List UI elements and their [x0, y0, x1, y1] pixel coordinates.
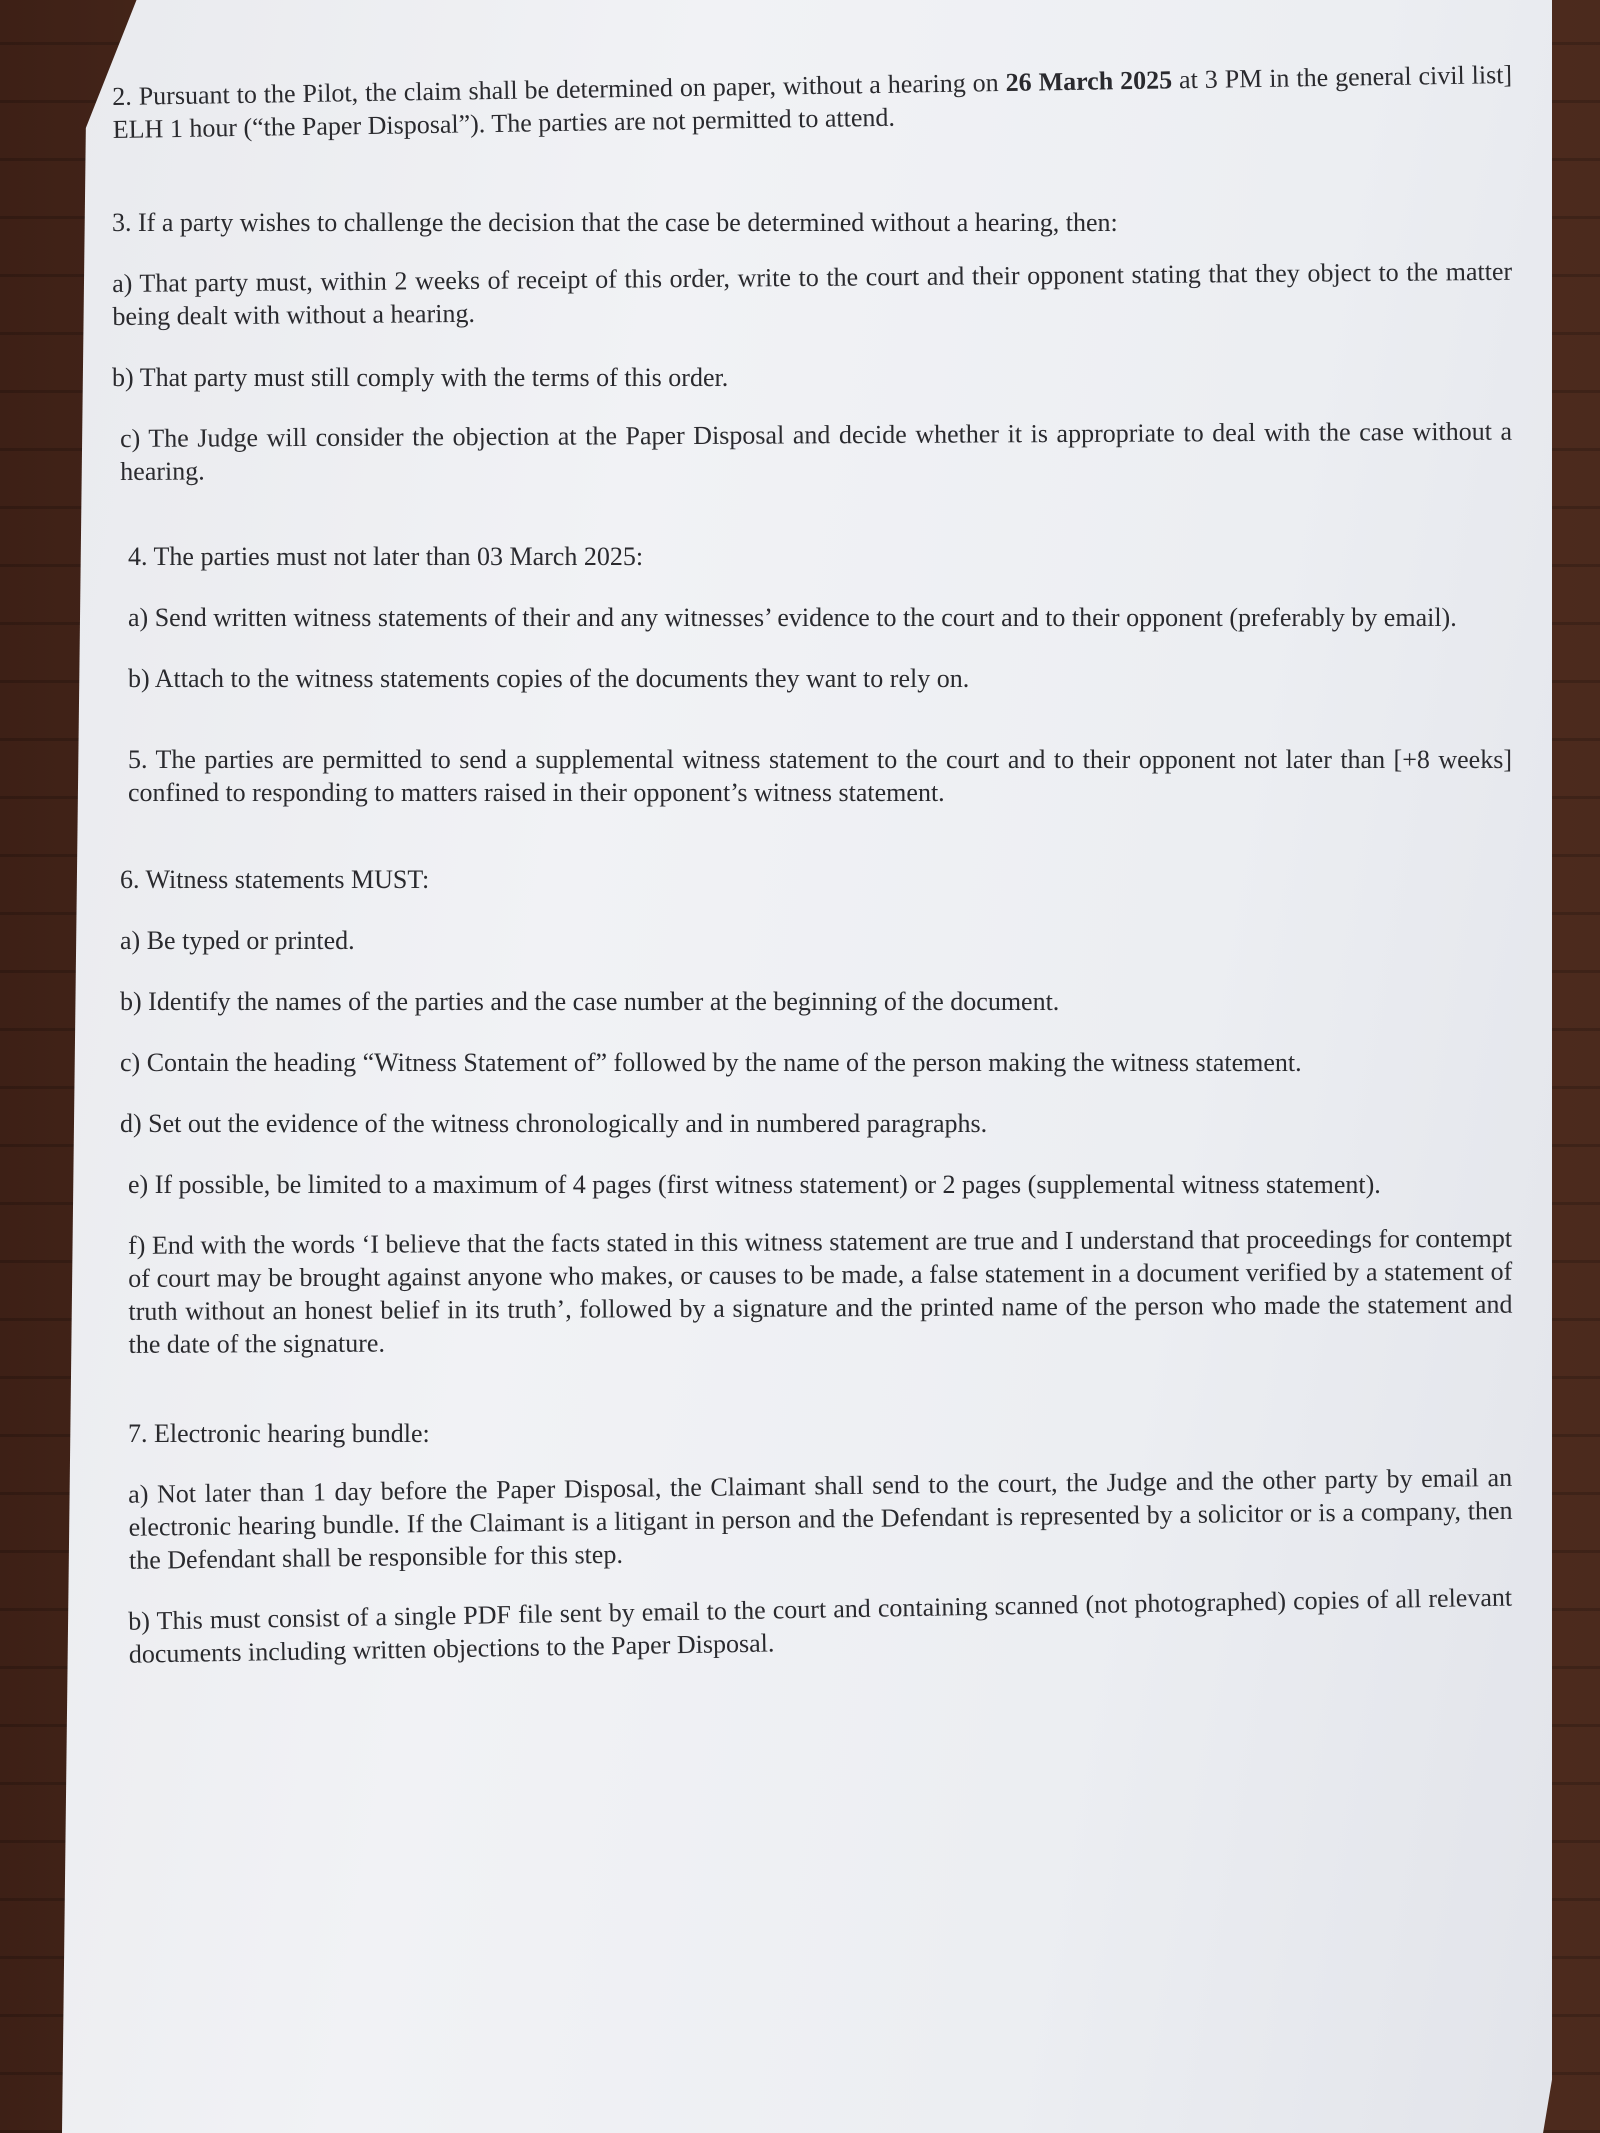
paragraph-2-number: 2. [112, 81, 132, 111]
paragraph-2-text-before: Pursuant to the Pilot, the claim shall be determined on paper, without a hearing on [138, 67, 1006, 111]
paragraph-6a: a) Be typed or printed. [120, 926, 355, 955]
paragraph-7a: a) Not later than 1 day before the Paper Disposal, the Claimant shall send to the court, the Judge and the other party by email an electronic hearing bundle. If the Claimant is a litigant in person and the Defendant is represented by a solicitor or is a company, then the Defendant shall be responsible for this step. [128, 1462, 1513, 1575]
paragraph-6d: d) Set out the evidence of the witness chronologically and in numbered paragraphs. [120, 1109, 988, 1138]
paragraph-6f: f) End with the words ‘I believe that the facts stated in this witness statement are true and I understand that proceedings for contempt of court may be brought against anyone who makes, or causes to be made, a false statement in a document verified by a statement of truth without an honest belief in its truth’, followed by a signature and the printed name of the person who made the statement and the date of the signature. [128, 1223, 1513, 1359]
paper-disposal-date: 26 March 2025 [1005, 65, 1173, 97]
paragraph-7b: b) This must consist of a single PDF file sent by email to the court and containing scanned (not photographed) copies of all relevant documents including written objections to the Paper Disposal. [128, 1582, 1513, 1669]
paragraph-6b: b) Identify the names of the parties and the case number at the beginning of the document. [120, 987, 1060, 1016]
paragraph-6-heading: 6. Witness statements MUST: [120, 865, 430, 894]
paragraph-7-heading: 7. Electronic hearing bundle: [128, 1419, 430, 1448]
paragraph-5: 5. The parties are permitted to send a supplemental witness statement to the court and to their opponent not later than [+8 weeks] confined to responding to matters raised in their opponent’s witness statement. [128, 745, 1512, 807]
paragraph-6c: c) Contain the heading “Witness Statement of” followed by the name of the person making the witness statement. [120, 1048, 1302, 1077]
paragraph-2-text-after: at 3 PM in the general civil list] ELH 1 hour (“the Paper Disposal”). The parties are not permitted to attend. [112, 60, 1513, 144]
paragraph-3a: a) That party must, within 2 weeks of receipt of this order, write to the court and their opponent stating that they object to the matter being dealt with without a hearing. [112, 256, 1513, 331]
paragraph-6e: e) If possible, be limited to a maximum of 4 pages (first witness statement) or 2 pages (supplemental witness statement). [128, 1170, 1381, 1199]
paragraph-4a: a) Send written witness statements of their and any witnesses’ evidence to the court and to their opponent (preferably by email). [128, 603, 1457, 632]
paragraph-4-heading: 4. The parties must not later than 03 March 2025: [128, 542, 644, 571]
paragraph-3c: c) The Judge will consider the objection at the Paper Disposal and decide whether it is appropriate to deal with the case without a hearing. [120, 416, 1513, 486]
order-document [112, 60, 1513, 1699]
paragraph-4b: b) Attach to the witness statements copies of the documents they want to rely on. [128, 664, 970, 693]
paragraph-3b: b) That party must still comply with the terms of this order. [112, 363, 729, 392]
paragraph-3-heading: 3. If a party wishes to challenge the decision that the case be determined without a hearing, then: [112, 208, 1118, 237]
